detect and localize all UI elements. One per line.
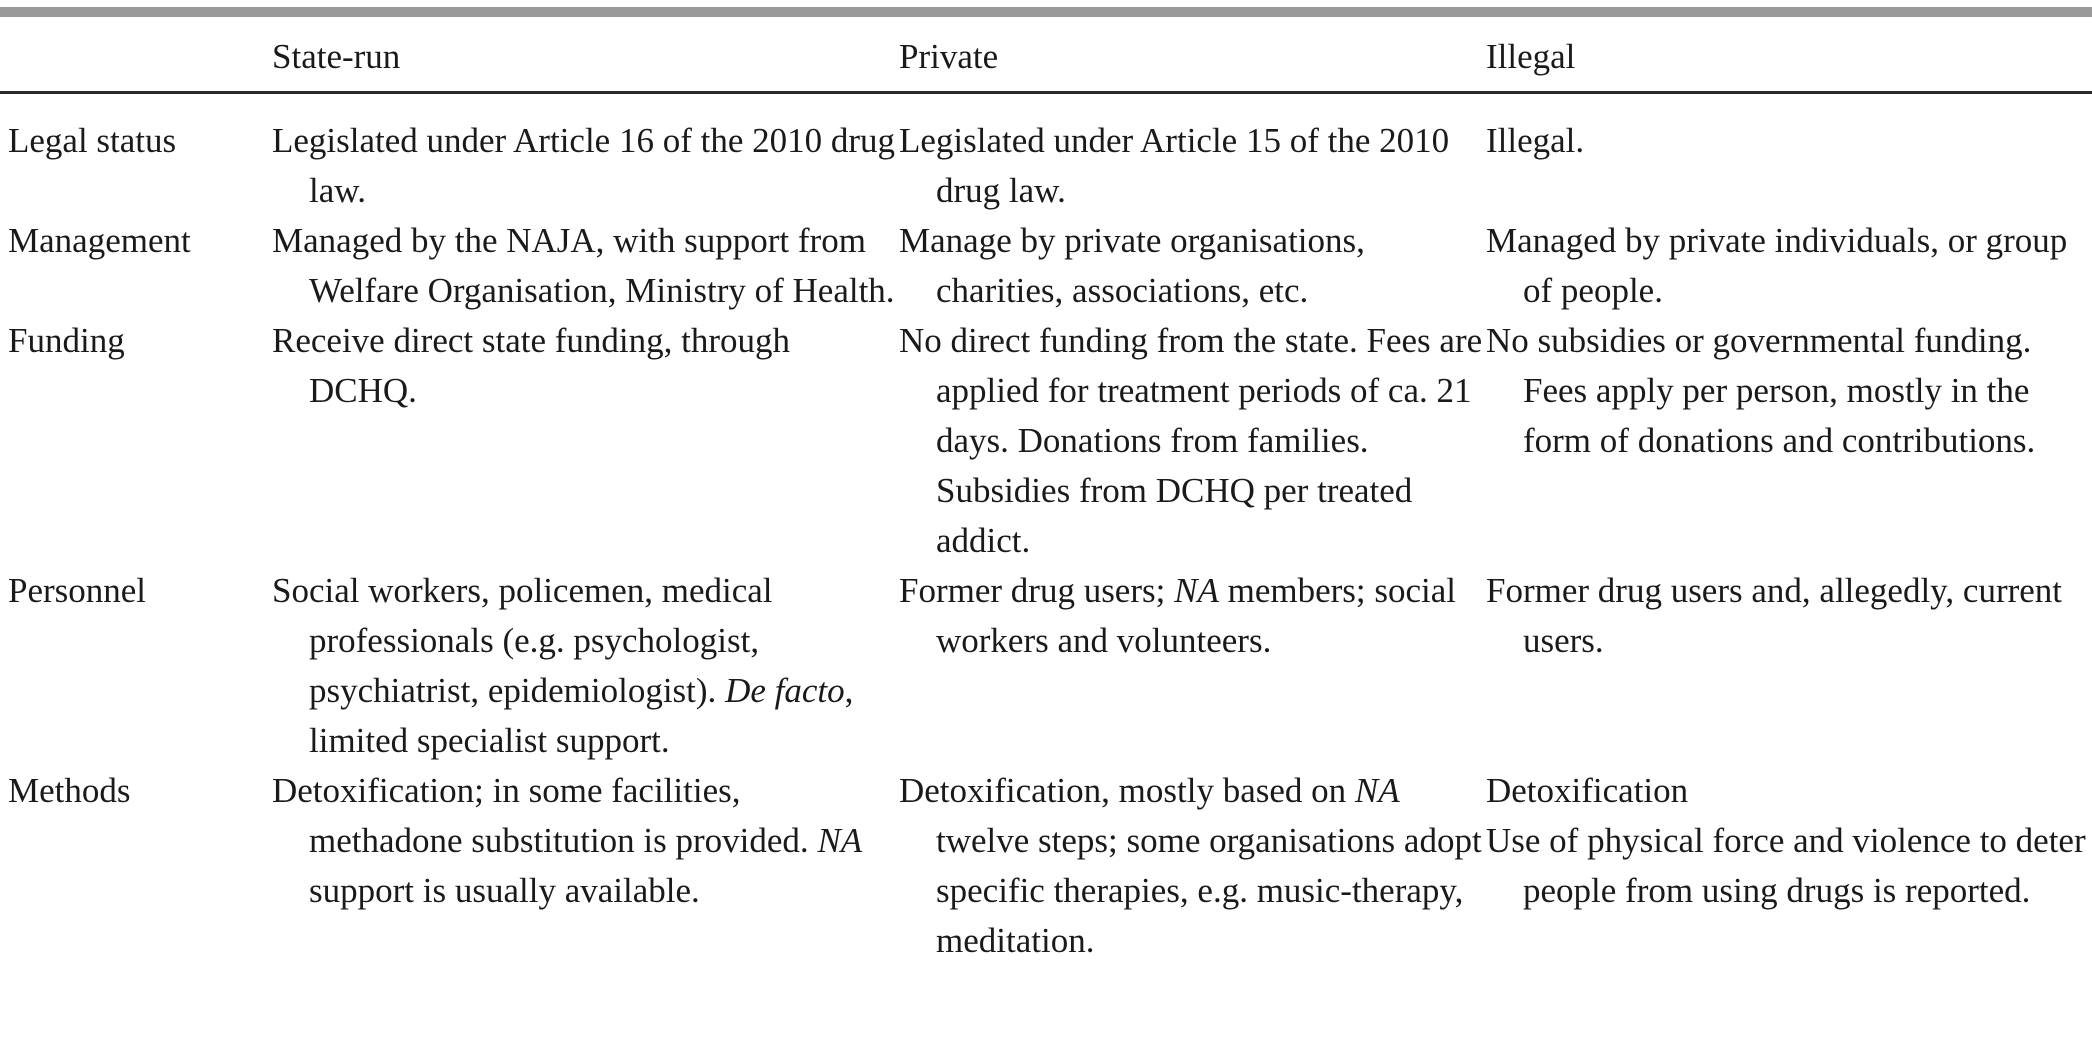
header-empty xyxy=(0,20,272,103)
italic-term: De facto xyxy=(725,671,845,710)
text-run: members; social workers and volunteers. xyxy=(936,571,1456,660)
italic-term: NA xyxy=(1174,571,1219,610)
header-illegal: Illegal xyxy=(1486,37,1576,76)
table-row-management xyxy=(0,216,2092,316)
cell-text: Former drug users and, allegedly, current users. xyxy=(1486,571,2063,660)
text-run: Detoxification; in some facilities, methadone substitution is provided. xyxy=(272,771,818,860)
cell-state-run xyxy=(272,216,899,316)
cell-private xyxy=(899,566,1486,766)
cell-illegal xyxy=(1486,766,2092,966)
cell-state-run xyxy=(272,103,899,216)
cell-private xyxy=(899,216,1486,316)
cell-state-run xyxy=(272,766,899,966)
cell-state-run xyxy=(272,316,899,566)
cell-text xyxy=(899,766,1486,966)
table-row-personnel xyxy=(0,566,2092,766)
text-run: Former drug users; xyxy=(899,571,1175,610)
header-state-run: State-run xyxy=(272,37,401,76)
cell-text: Illegal. xyxy=(1486,121,1585,160)
text-run: Detoxification, mostly based on xyxy=(899,771,1355,810)
cell-private xyxy=(899,103,1486,216)
cell-text xyxy=(272,566,899,766)
italic-term: NA xyxy=(817,821,863,860)
italic-term: NA xyxy=(1354,771,1400,810)
text-run: twelve steps; some organisations adopt specific therapies, e.g. music-therapy, meditation. xyxy=(936,821,1482,960)
text-run: Social workers, policemen, medical professionals (e.g. psychologist, psychiatrist, epidemiologist). xyxy=(272,571,773,710)
table-row-methods xyxy=(0,766,2092,966)
cell-private xyxy=(899,766,1486,966)
row-label: Legal status xyxy=(8,121,177,160)
row-label: Methods xyxy=(8,771,131,810)
cell-text xyxy=(272,766,899,916)
cell-text: Managed by the NAJA, with support from Welfare Organisation, Ministry of Health. xyxy=(272,221,895,310)
comparison-table xyxy=(0,20,2092,966)
table-top-rule xyxy=(0,7,2092,17)
row-label: Personnel xyxy=(8,571,147,610)
table-row-legal-status xyxy=(0,103,2092,216)
cell-text: Receive direct state funding, through DCHQ. xyxy=(272,321,791,410)
cell-illegal xyxy=(1486,566,2092,766)
cell-illegal xyxy=(1486,316,2092,566)
cell-text: No direct funding from the state. Fees are applied for treatment periods of ca. 21 days. Donations from families. Subsidies from DCHQ per treated addict. xyxy=(899,321,1483,560)
table-row-funding xyxy=(0,316,2092,566)
cell-illegal xyxy=(1486,216,2092,316)
cell-text: Use of physical force and violence to deter people from using drugs is reported. xyxy=(1486,821,2086,910)
header-private: Private xyxy=(899,37,999,76)
header-row xyxy=(0,20,2092,103)
row-label: Management xyxy=(8,221,191,260)
cell-private xyxy=(899,316,1486,566)
cell-text: Managed by private individuals, or group of people. xyxy=(1486,221,2068,310)
cell-illegal xyxy=(1486,103,2092,216)
cell-text: Manage by private organisations, charities, associations, etc. xyxy=(899,221,1365,310)
cell-text: Detoxification xyxy=(1486,771,1689,810)
cell-text: Legislated under Article 16 of the 2010 drug law. xyxy=(272,121,896,210)
cell-state-run xyxy=(272,566,899,766)
text-run: support is usually available. xyxy=(309,871,700,910)
text-run: , limited specialist support. xyxy=(309,671,854,760)
cell-text xyxy=(899,566,1486,666)
cell-text: No subsidies or governmental funding. Fees apply per person, mostly in the form of donations and contributions. xyxy=(1486,321,2036,460)
row-label: Funding xyxy=(8,321,125,360)
cell-text: Legislated under Article 15 of the 2010 drug law. xyxy=(899,121,1450,210)
